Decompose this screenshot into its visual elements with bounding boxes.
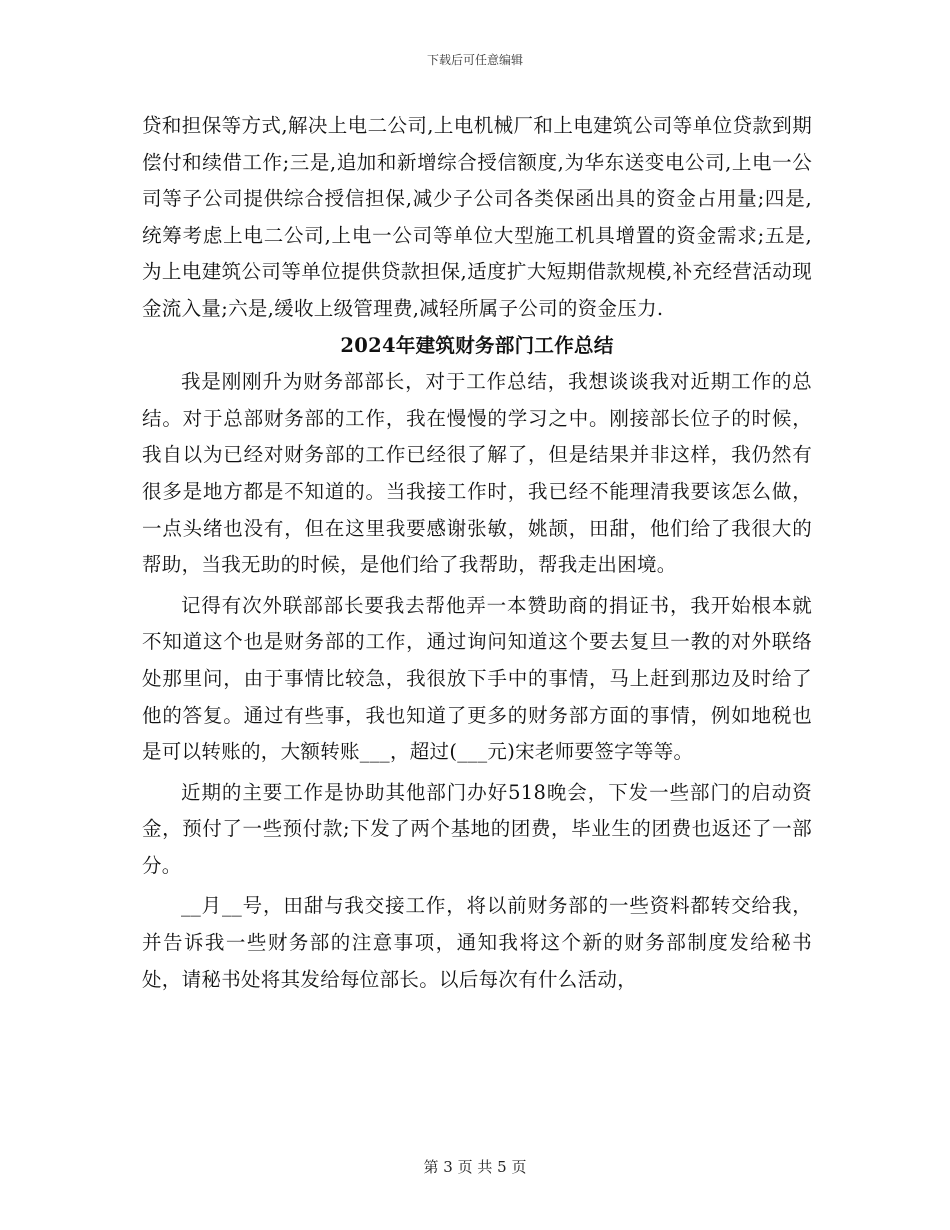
document-body xyxy=(142,108,812,998)
document-title: 2024年建筑财务部门工作总结 xyxy=(340,333,614,357)
body-paragraph-1: 我是刚刚升为财务部部长，对于工作总结，我想谈谈我对近期工作的总结。对于总部财务部的工作，我在慢慢的学习之中。刚接部长位子的时候，我自以为已经对财务部的工作已经很了解了，但是结果并非这样，我仍然有很多是地方都是不知道的。当我接工作时，我已经不能理清我要该怎么做，一点头绪也没有，但在这里我要感谢张敏，姚颉，田甜，他们给了我很大的帮助，当我无助的时候，是他们给了我帮助，帮我走出困境。 xyxy=(142,370,812,577)
body-paragraph-2: 记得有次外联部部长要我去帮他弄一本赞助商的捐证书，我开始根本就不知道这个也是财务部的工作，通过询问知道这个要去复旦一教的对外联络处那里问，由于事情比较急，我很放下手中的事情，马上赶到那边及时给了他的答复。通过有些事，我也知道了更多的财务部方面的事情，例如地税也是可以转账的，大额转账___，超过(___元)宋老师要签字等等。 xyxy=(142,593,812,764)
page-number-footer: 第 3 页 共 5 页 xyxy=(423,1158,527,1176)
body-paragraph-4: __月__号，田甜与我交接工作，将以前财务部的一些资料都转交给我，并告诉我一些财务部的注意事项，通知我将这个新的财务部制度发给秘书处，请秘书处将其发给每位部长。以后每次有什么活动， xyxy=(142,894,812,991)
continued-paragraph: 贷和担保等方式,解决上电二公司,上电机械厂和上电建筑公司等单位贷款到期偿付和续借工作;三是,追加和新增综合授信额度,为华东送变电公司,上电一公司等子公司提供综合授信担保,减少子公司各类保函出具的资金占用量;四是,统筹考虑上电二公司,上电一公司等单位大型施工机具增置的资金需求;五是,为上电建筑公司等单位提供贷款担保,适度扩大短期借款规模,补充经营活动现金流入量;六是,缓收上级管理费,减轻所属子公司的资金压力. xyxy=(142,114,812,320)
page-header: 下载后可任意编辑 xyxy=(426,53,523,67)
body-paragraph-3: 近期的主要工作是协助其他部门办好518晚会，下发一些部门的启动资金，预付了一些预付款;下发了两个基地的团费，毕业生的团费也返还了一部分。 xyxy=(142,780,812,877)
